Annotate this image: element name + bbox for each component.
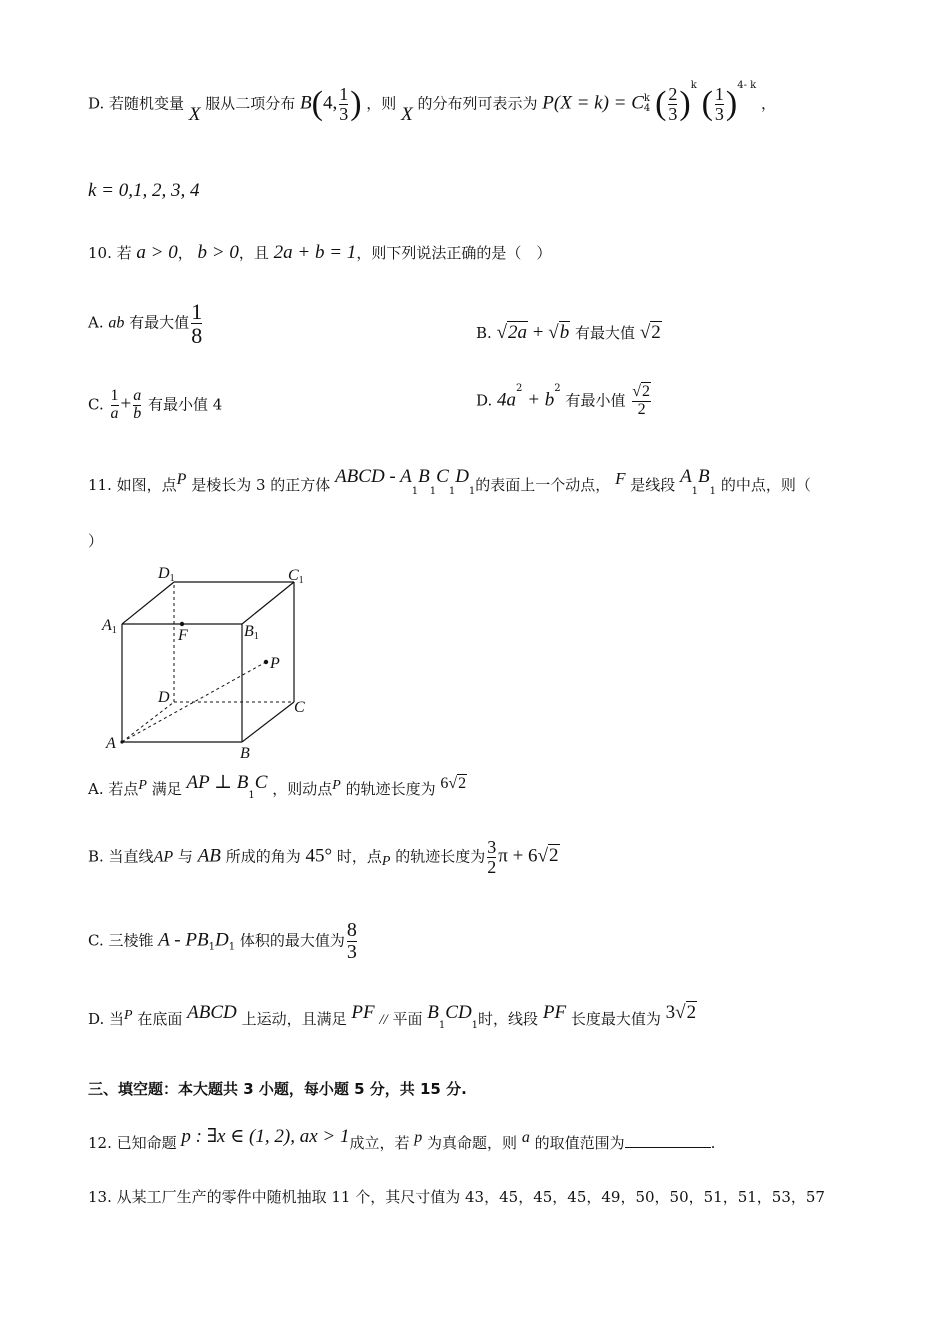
q10-option-a: A. ab 有最大值 $\frac{1}{8}$ [88, 299, 203, 349]
fraction: $\frac{1}{3}$ [339, 84, 349, 124]
label-b: B [240, 745, 250, 760]
label-d1: D1 [158, 565, 175, 584]
label-c: C [294, 699, 305, 716]
label-a1: A1 [102, 617, 117, 636]
hidden-edge-a-d [122, 702, 174, 742]
point-p [264, 660, 268, 664]
q12-stem: 12. 已知命题 p : ∃x ∈ (1, 2), ax > 1成立，若 p 为真命题，则 a 的取值范围为 . [88, 1126, 716, 1152]
q10-option-b: B. √2a + √b 有最大值 √2 [476, 322, 661, 343]
label-d: D [158, 689, 170, 706]
label-a: A [106, 735, 116, 752]
label-c1: C1 [288, 567, 304, 586]
q10-option-c: C. $\frac{1}{a}$ + $\frac{a}{b}$ 有最小值 4 [88, 387, 223, 422]
q11-option-b: B. 当直线AP 与 AB 所成的角为 45° 时，点P 的轨迹长度为 $\frac{3}{2}$ π + 6√2 [88, 837, 559, 877]
q11-option-d: D. 当P 在底面 ABCD 上运动，且满足 PF // 平面 $B_1CD_1$时，线段 PF 长度最大值为 3√2 [88, 1002, 697, 1031]
label-b1: B1 [244, 623, 259, 642]
answer-blank[interactable] [625, 1133, 711, 1148]
edge-b-c [242, 702, 294, 742]
q11-option-c: C. 三棱锥 A - $PB_1D_1$ 体积的最大值为 $\frac{8}{3}$ [88, 919, 357, 963]
q11-stem: 11. 如图，点P 是棱长为 3 的正方体 ABCD - $A_1B_1C_1D_1$的表面上一个动点， F 是线段 $A_1B_1$ 的中点，则（ [88, 466, 811, 497]
q11-stem-close: ） [88, 532, 104, 550]
q9-option-d: D. 若随机变量 X 服从二项分布 B(4, $\frac{1}{3}$ ) ，则 X 的分布列可表示为 P(X = k) = C k 4 ( $\frac{2}{3}$ )$^k$ ( $\frac{1}{3}$ )$^{4- k}$ ， [88, 80, 776, 126]
cube-figure [100, 560, 320, 760]
point-f [180, 622, 184, 626]
q10-stem: 10. 若 a > 0， b > 0，且 2a + b = 1，则下列说法正确的是（ ） [88, 242, 552, 263]
q11-option-a: A. 若点P 满足 AP ⊥ $B_1C$ ，则动点P 的轨迹长度为 6√2 [88, 772, 467, 801]
label-p: P [270, 655, 280, 672]
edge-a1-d1 [122, 582, 174, 624]
q13-stem: 13. 从某工厂生产的零件中随机抽取 11 个，其尺寸值为 43，45，45，45，49，50，50，51，51，53，57 [88, 1188, 825, 1206]
q9-k-values: k = 0,1, 2, 3, 4 [88, 180, 200, 201]
edge-b1-c1 [242, 582, 294, 624]
q10-option-d: D. $4a^2 + b^2$ 有最小值 $\frac{√2}{2}$ [476, 383, 651, 418]
label-f: F [178, 627, 188, 644]
section-3-heading: 三、填空题：本大题共 3 小题，每小题 5 分，共 15 分. [88, 1080, 467, 1098]
point-a-dot [120, 740, 123, 743]
